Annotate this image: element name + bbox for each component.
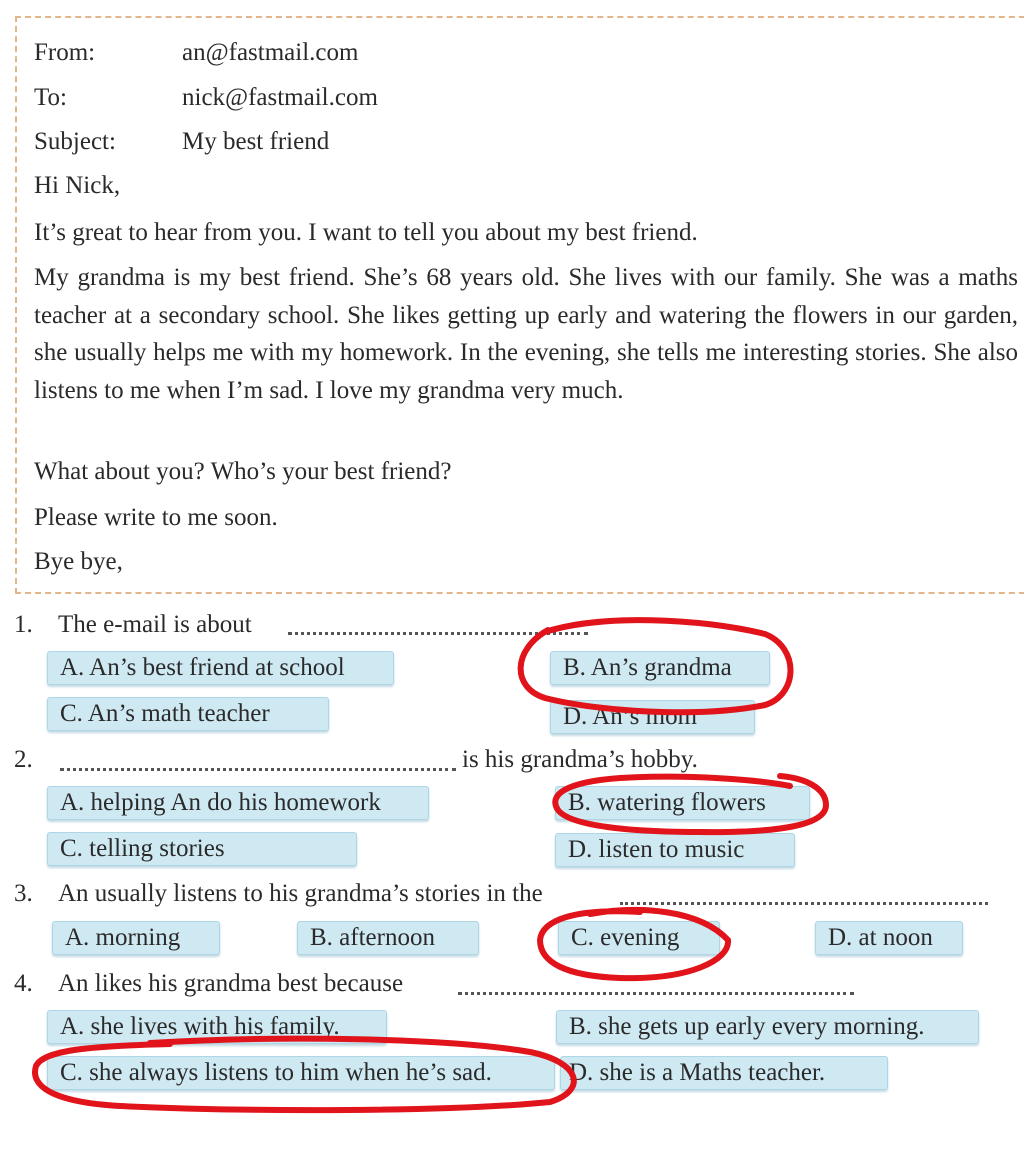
email-question: What about you? Who’s your best friend?	[34, 458, 452, 485]
question-3-number: 3.	[14, 880, 33, 907]
to-value: nick@fastmail.com	[182, 84, 378, 111]
question-1-prompt: The e-mail is about	[58, 611, 252, 638]
subject-label: Subject:	[34, 128, 116, 155]
question-2-number: 2.	[14, 746, 33, 773]
from-label: From:	[34, 39, 96, 66]
question-1-blank	[288, 632, 588, 635]
question-4-prompt: An likes his grandma best because	[58, 970, 404, 997]
q3-option-c[interactable]: C. evening	[558, 921, 720, 955]
intro-line: It’s great to hear from you. I want to tell you about my best friend.	[34, 219, 698, 246]
q1-option-c[interactable]: C. An’s math teacher	[47, 697, 329, 731]
q2-option-a[interactable]: A. helping An do his homework	[47, 786, 429, 820]
q1-option-b[interactable]: B. An’s grandma	[550, 651, 770, 685]
question-3-blank	[620, 902, 988, 905]
q1-option-d[interactable]: D. An’s mom	[550, 700, 755, 734]
q4-option-d[interactable]: D. she is a Maths teacher.	[560, 1056, 888, 1090]
question-3-prompt: An usually listens to his grandma’s stories in the	[58, 880, 543, 907]
to-label: To:	[34, 84, 67, 111]
question-4-number: 4.	[14, 970, 33, 997]
q3-option-b[interactable]: B. afternoon	[297, 921, 479, 955]
email-request: Please write to me soon.	[34, 504, 278, 531]
subject-value: My best friend	[182, 128, 330, 155]
q4-option-a[interactable]: A. she lives with his family.	[47, 1010, 387, 1044]
q3-option-a[interactable]: A. morning	[52, 921, 220, 955]
q3-option-d[interactable]: D. at noon	[815, 921, 963, 955]
greeting: Hi Nick,	[34, 172, 121, 199]
q4-option-c[interactable]: C. she always listens to him when he’s sad.	[47, 1056, 555, 1090]
question-4-blank	[458, 992, 854, 995]
question-2-prompt: is his grandma’s hobby.	[462, 746, 698, 773]
email-body-paragraph: My grandma is my best friend. She’s 68 years old. She lives with our family. She was a maths teacher at a secondary school. She likes getting up early and watering the flowers in our garden, she usually helps me with my homework. In the evening, she tells me interesting stories. She also listens to me when I’m sad. I love my grandma very much.	[34, 264, 1018, 404]
from-value: an@fastmail.com	[182, 39, 359, 66]
q4-option-b[interactable]: B. she gets up early every morning.	[556, 1010, 979, 1044]
q2-option-d[interactable]: D. listen to music	[555, 833, 795, 867]
question-2-blank	[60, 768, 456, 771]
q2-option-b[interactable]: B. watering flowers	[555, 786, 810, 820]
q1-option-a[interactable]: A. An’s best friend at school	[47, 651, 394, 685]
email-closing: Bye bye,	[34, 548, 123, 575]
question-1-number: 1.	[14, 611, 33, 638]
q2-option-c[interactable]: C. telling stories	[47, 832, 357, 866]
